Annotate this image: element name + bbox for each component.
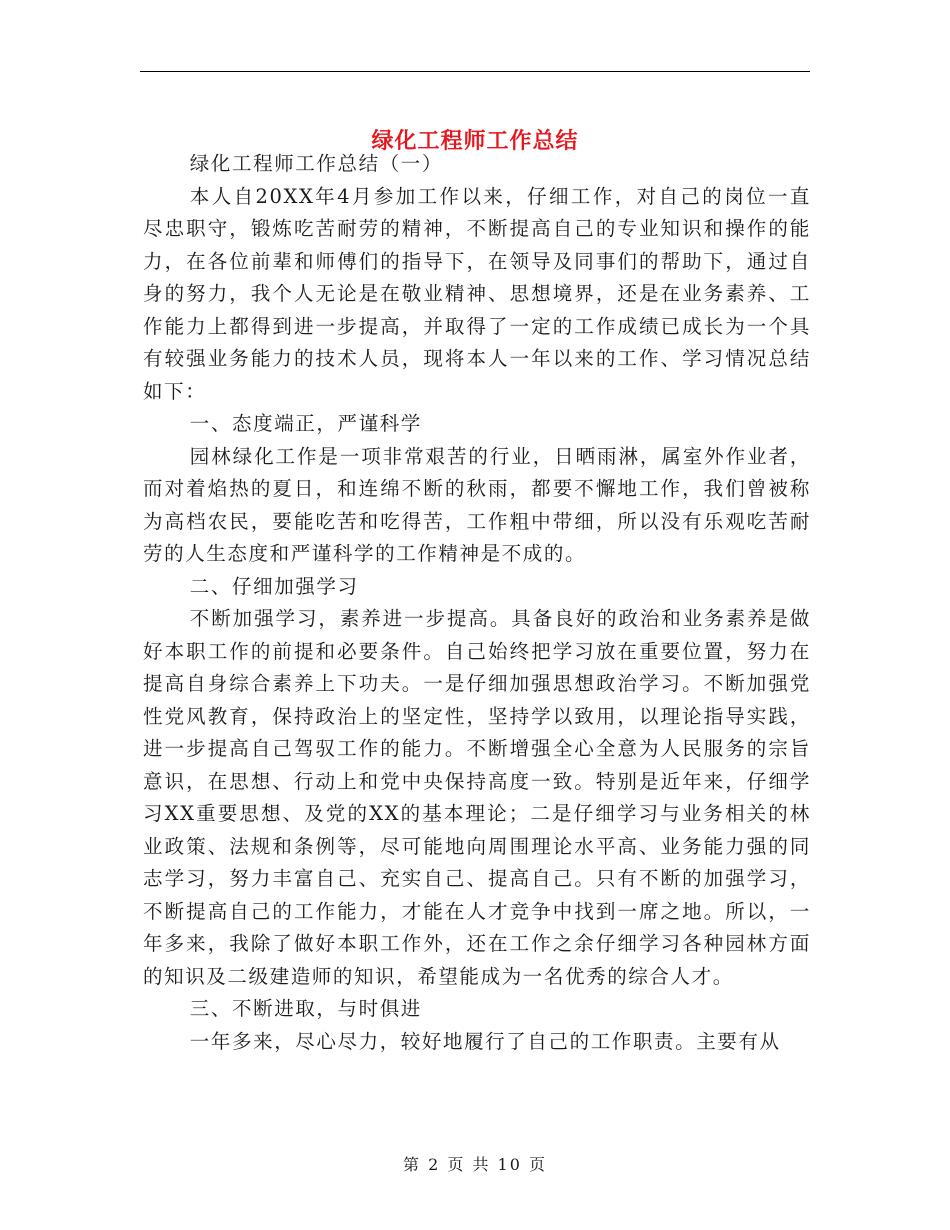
paragraph-intro: 本人自20XX年4月参加工作以来，仔细工作，对自己的岗位一直尽忠职守，锻炼吃苦耐劳的精神，不断提高自己的专业知识和操作的能力，在各位前辈和师傅们的指导下，在领导及同事们的帮助下，通过自身的努力，我个人无论是在敬业精神、思想境界，还是在业务素养、工作能力上都得到进一步提高，并取得了一定的工作成绩已成长为一个具有较强业务能力的技术人员，现将本人一年以来的工作、学习情况总结如下：: [143, 184, 811, 403]
paragraph-study: 不断加强学习，素养进一步提高。具备良好的政治和业务素养是做好本职工作的前提和必要条件。自己始终把学习放在重要位置，努力在提高自身综合素养上下功夫。一是仔细加强思想政治学习。不断加强党性党风教育，保持政治上的坚定性，坚持学以致用，以理论指导实践，进一步提高自己驾驭工作的能力。不断增强全心全意为人民服务的宗旨意识，在思想、行动上和党中央保持高度一致。特别是近年来，仔细学习XX重要思想、及党的XX的基本理论；二是仔细学习与业务相关的林业政策、法规和条例等，尽可能地向周围理论水平高、业务能力强的同志学习，努力丰富自己、充实自己、提高自己。只有不断的加强学习，不断提高自己的工作能力，才能在人才竞争中找到一席之地。所以，一年多来，我除了做好本职工作外，还在工作之余仔细学习各种园林方面的知识及二级建造师的知识，希望能成为一名优秀的综合人才。: [143, 607, 811, 988]
section-heading-progress: 三、不断进取，与时俱进: [189, 997, 422, 1020]
document-body: [143, 148, 811, 1058]
header-rule: [140, 71, 810, 72]
paragraph-attitude: 园林绿化工作是一项非常艰苦的行业，日晒雨淋，属室外作业者，而对着焰热的夏日，和连绵不断的秋雨，都要不懈地工作，我们曾被称为高档农民，要能吃苦和吃得苦，工作粗中带细，所以没有乐观吃苦耐劳的人生态度和严谨科学的工作精神是不成的。: [143, 444, 811, 565]
paragraph-heading-one: 绿化工程师工作总结（一）: [189, 152, 443, 175]
page-number-footer: 第 2 页 共 10 页: [403, 1155, 547, 1174]
document-title: 绿化工程师工作总结: [371, 127, 579, 154]
section-heading-study: 二、仔细加强学习: [189, 574, 359, 598]
paragraph-progress: 一年多来，尽心尽力，较好地履行了自己的工作职责。主要有从: [189, 1029, 781, 1053]
section-heading-attitude: 一、态度端正，严谨科学: [189, 412, 422, 435]
